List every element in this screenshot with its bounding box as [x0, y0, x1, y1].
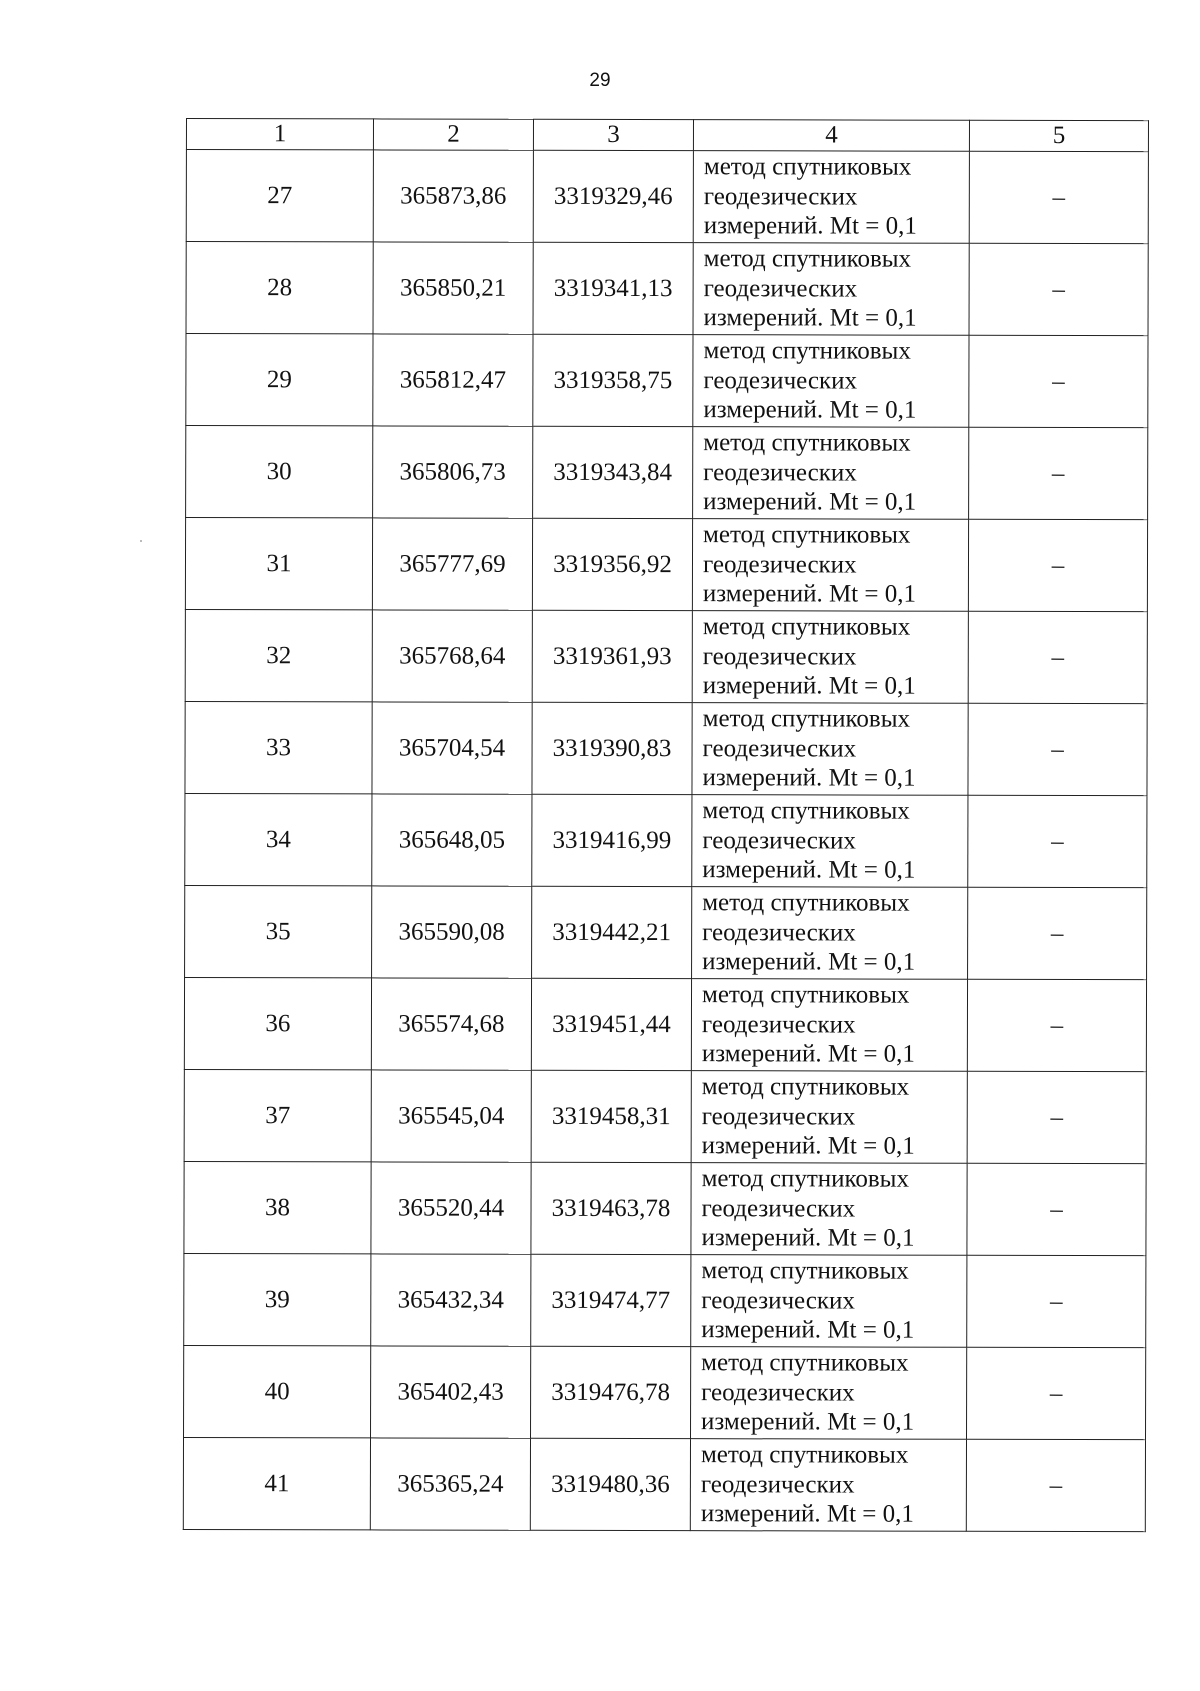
table-body	[183, 150, 1148, 1532]
point-number-cell: 38	[184, 1161, 371, 1253]
coordinate-y-cell: 3319416,99	[532, 794, 692, 886]
coordinate-y-cell: 3319480,36	[530, 1438, 690, 1530]
note-cell: –	[969, 243, 1148, 335]
method-text-line: геодезических	[701, 1194, 856, 1223]
header-col-1: 1	[186, 119, 373, 150]
method-text-line: геодезических	[702, 734, 857, 763]
method-text-line: геодезических	[701, 1102, 856, 1131]
method-text-line: геодезических	[702, 550, 857, 579]
point-number-cell: 35	[185, 885, 372, 977]
note-cell: –	[967, 1071, 1146, 1163]
method-text-line: метод спутниковых	[701, 1349, 909, 1377]
page-number: 29	[589, 70, 611, 91]
method-cell	[693, 243, 969, 336]
method-text-line: метод спутниковых	[703, 245, 912, 273]
method-text-line: измерений. Mt = 0,1	[701, 1316, 915, 1344]
coordinate-x-cell: 365520,44	[371, 1162, 531, 1254]
coordinate-y-cell: 3319356,92	[532, 518, 692, 610]
coordinate-x-cell: 365432,34	[371, 1254, 531, 1346]
note-cell: –	[968, 795, 1147, 887]
point-number-cell: 41	[183, 1437, 370, 1529]
coordinate-y-cell: 3319442,21	[532, 886, 692, 978]
method-text-line: измерений. Mt = 0,1	[703, 212, 917, 240]
method-text-line: измерений. Mt = 0,1	[703, 304, 917, 332]
method-text-line: измерений. Mt = 0,1	[700, 1500, 914, 1528]
method-text-line: метод спутниковых	[700, 1441, 909, 1469]
table-row	[184, 1345, 1146, 1439]
point-number-cell: 31	[185, 518, 372, 610]
method-text-line: метод спутниковых	[703, 521, 911, 549]
point-number-cell: 30	[186, 426, 373, 518]
table-row	[186, 242, 1148, 336]
method-cell	[693, 427, 969, 520]
table-row	[184, 1253, 1146, 1347]
method-cell	[691, 1163, 967, 1256]
method-text-line: измерений. Mt = 0,1	[701, 1132, 915, 1160]
point-number-cell: 39	[184, 1253, 371, 1345]
method-cell	[692, 519, 968, 612]
coordinate-x-cell: 365402,43	[371, 1346, 531, 1438]
method-text-line: метод спутниковых	[702, 797, 910, 825]
coordinate-x-cell: 365873,86	[373, 150, 533, 242]
point-number-cell: 33	[185, 701, 372, 793]
coordinate-y-cell: 3319343,84	[533, 426, 693, 518]
coordinate-y-cell: 3319458,31	[531, 1070, 691, 1162]
point-number-cell: 28	[186, 242, 373, 334]
coordinate-x-cell: 365365,24	[370, 1438, 530, 1530]
method-cell	[692, 611, 968, 704]
coordinate-x-cell: 365768,64	[372, 610, 532, 702]
table-row	[185, 518, 1147, 612]
method-text-line: измерений. Mt = 0,1	[703, 396, 917, 424]
method-text-line: метод спутниковых	[701, 1257, 909, 1285]
coordinate-x-cell: 365806,73	[373, 426, 533, 518]
table-row	[185, 885, 1147, 979]
table-row	[185, 609, 1147, 703]
method-cell	[692, 887, 968, 980]
note-cell: –	[969, 427, 1148, 519]
note-cell: –	[968, 703, 1147, 795]
coordinate-x-cell: 365777,69	[372, 518, 532, 610]
table-row	[186, 334, 1148, 428]
point-number-cell: 27	[186, 150, 373, 242]
note-cell: –	[969, 335, 1148, 427]
method-text-line: геодезических	[702, 918, 856, 947]
point-number-cell: 29	[186, 334, 373, 426]
note-cell: –	[968, 611, 1147, 703]
method-cell	[692, 703, 968, 796]
note-cell: –	[967, 1163, 1146, 1255]
coordinate-x-cell: 365545,04	[371, 1070, 531, 1162]
method-text-line: метод спутниковых	[701, 1165, 910, 1193]
method-text-line: измерений. Mt = 0,1	[702, 856, 916, 884]
coordinate-y-cell: 3319341,13	[533, 242, 693, 334]
coordinate-x-cell: 365590,08	[372, 886, 532, 978]
method-cell	[691, 1347, 967, 1440]
table-row	[183, 1437, 1145, 1531]
method-text-line: геодезических	[701, 1378, 855, 1407]
note-cell: –	[966, 1439, 1145, 1531]
table-row	[184, 1069, 1146, 1163]
method-text-line: метод спутниковых	[701, 981, 910, 1009]
point-number-cell: 37	[184, 1069, 371, 1161]
method-cell	[691, 1255, 967, 1348]
method-text-line: геодезических	[702, 826, 856, 855]
method-cell	[693, 151, 969, 244]
method-text-line: метод спутниковых	[702, 613, 911, 641]
method-cell	[691, 979, 967, 1072]
method-cell	[690, 1439, 966, 1532]
method-text-line: измерений. Mt = 0,1	[701, 1040, 915, 1068]
coordinate-y-cell: 3319329,46	[533, 150, 693, 242]
method-text-line: метод спутниковых	[703, 153, 912, 181]
point-number-cell: 32	[185, 609, 372, 701]
note-cell: –	[967, 1255, 1146, 1347]
coordinate-y-cell: 3319463,78	[531, 1162, 691, 1254]
header-col-5: 5	[969, 120, 1148, 151]
header-col-2: 2	[373, 119, 533, 150]
method-text-line: метод спутниковых	[701, 1073, 910, 1101]
coordinate-x-cell: 365704,54	[372, 702, 532, 794]
method-text-line: измерений. Mt = 0,1	[703, 488, 917, 516]
method-text-line: метод спутниковых	[703, 429, 911, 457]
header-col-4: 4	[693, 120, 969, 152]
method-text-line: геодезических	[703, 458, 857, 487]
table-row	[184, 1161, 1146, 1255]
method-text-line: измерений. Mt = 0,1	[702, 672, 916, 700]
coordinate-x-cell: 365850,21	[373, 242, 533, 334]
coordinate-y-cell: 3319474,77	[531, 1254, 691, 1346]
table-row	[186, 150, 1148, 244]
coordinate-x-cell: 365812,47	[373, 334, 533, 426]
header-col-3: 3	[533, 119, 693, 150]
coordinates-table	[183, 118, 1149, 1532]
method-text-line: геодезических	[703, 182, 858, 211]
method-cell	[692, 795, 968, 888]
method-cell	[691, 1071, 967, 1164]
note-cell: –	[968, 519, 1147, 611]
coordinate-y-cell: 3319390,83	[532, 702, 692, 794]
method-text-line: измерений. Mt = 0,1	[702, 948, 916, 976]
method-text-line: геодезических	[701, 1010, 856, 1039]
table-row	[184, 977, 1146, 1071]
coordinate-y-cell: 3319476,78	[531, 1346, 691, 1438]
scan-speck	[140, 540, 142, 542]
method-text-line: измерений. Mt = 0,1	[702, 764, 916, 792]
method-text-line: геодезических	[703, 366, 858, 395]
method-text-line: измерений. Mt = 0,1	[702, 580, 917, 608]
coordinate-y-cell: 3319451,44	[531, 978, 691, 1070]
note-cell: –	[968, 887, 1147, 979]
note-cell: –	[967, 1347, 1146, 1439]
method-text-line: метод спутниковых	[702, 705, 911, 733]
method-text-line: измерений. Mt = 0,1	[701, 1224, 915, 1252]
table-row	[185, 793, 1147, 887]
note-cell: –	[967, 979, 1146, 1071]
note-cell: –	[969, 151, 1148, 243]
method-text-line: метод спутниковых	[702, 889, 910, 917]
coordinate-x-cell: 365574,68	[371, 978, 531, 1070]
method-text-line: метод спутниковых	[703, 337, 911, 365]
table-row	[185, 701, 1147, 795]
coordinate-x-cell: 365648,05	[372, 794, 532, 886]
coordinate-y-cell: 3319361,93	[532, 610, 692, 702]
method-cell	[693, 335, 969, 428]
table-header	[186, 119, 1148, 152]
method-text-line: геодезических	[701, 1286, 855, 1315]
method-text-line: геодезических	[703, 274, 858, 303]
point-number-cell: 36	[184, 977, 371, 1069]
method-text-line: геодезических	[700, 1470, 855, 1499]
point-number-cell: 34	[185, 793, 372, 885]
method-text-line: измерений. Mt = 0,1	[701, 1408, 915, 1436]
method-text-line: геодезических	[702, 642, 857, 671]
point-number-cell: 40	[184, 1345, 371, 1437]
coordinate-y-cell: 3319358,75	[533, 334, 693, 426]
header-row	[186, 119, 1148, 152]
table-row	[186, 426, 1148, 520]
